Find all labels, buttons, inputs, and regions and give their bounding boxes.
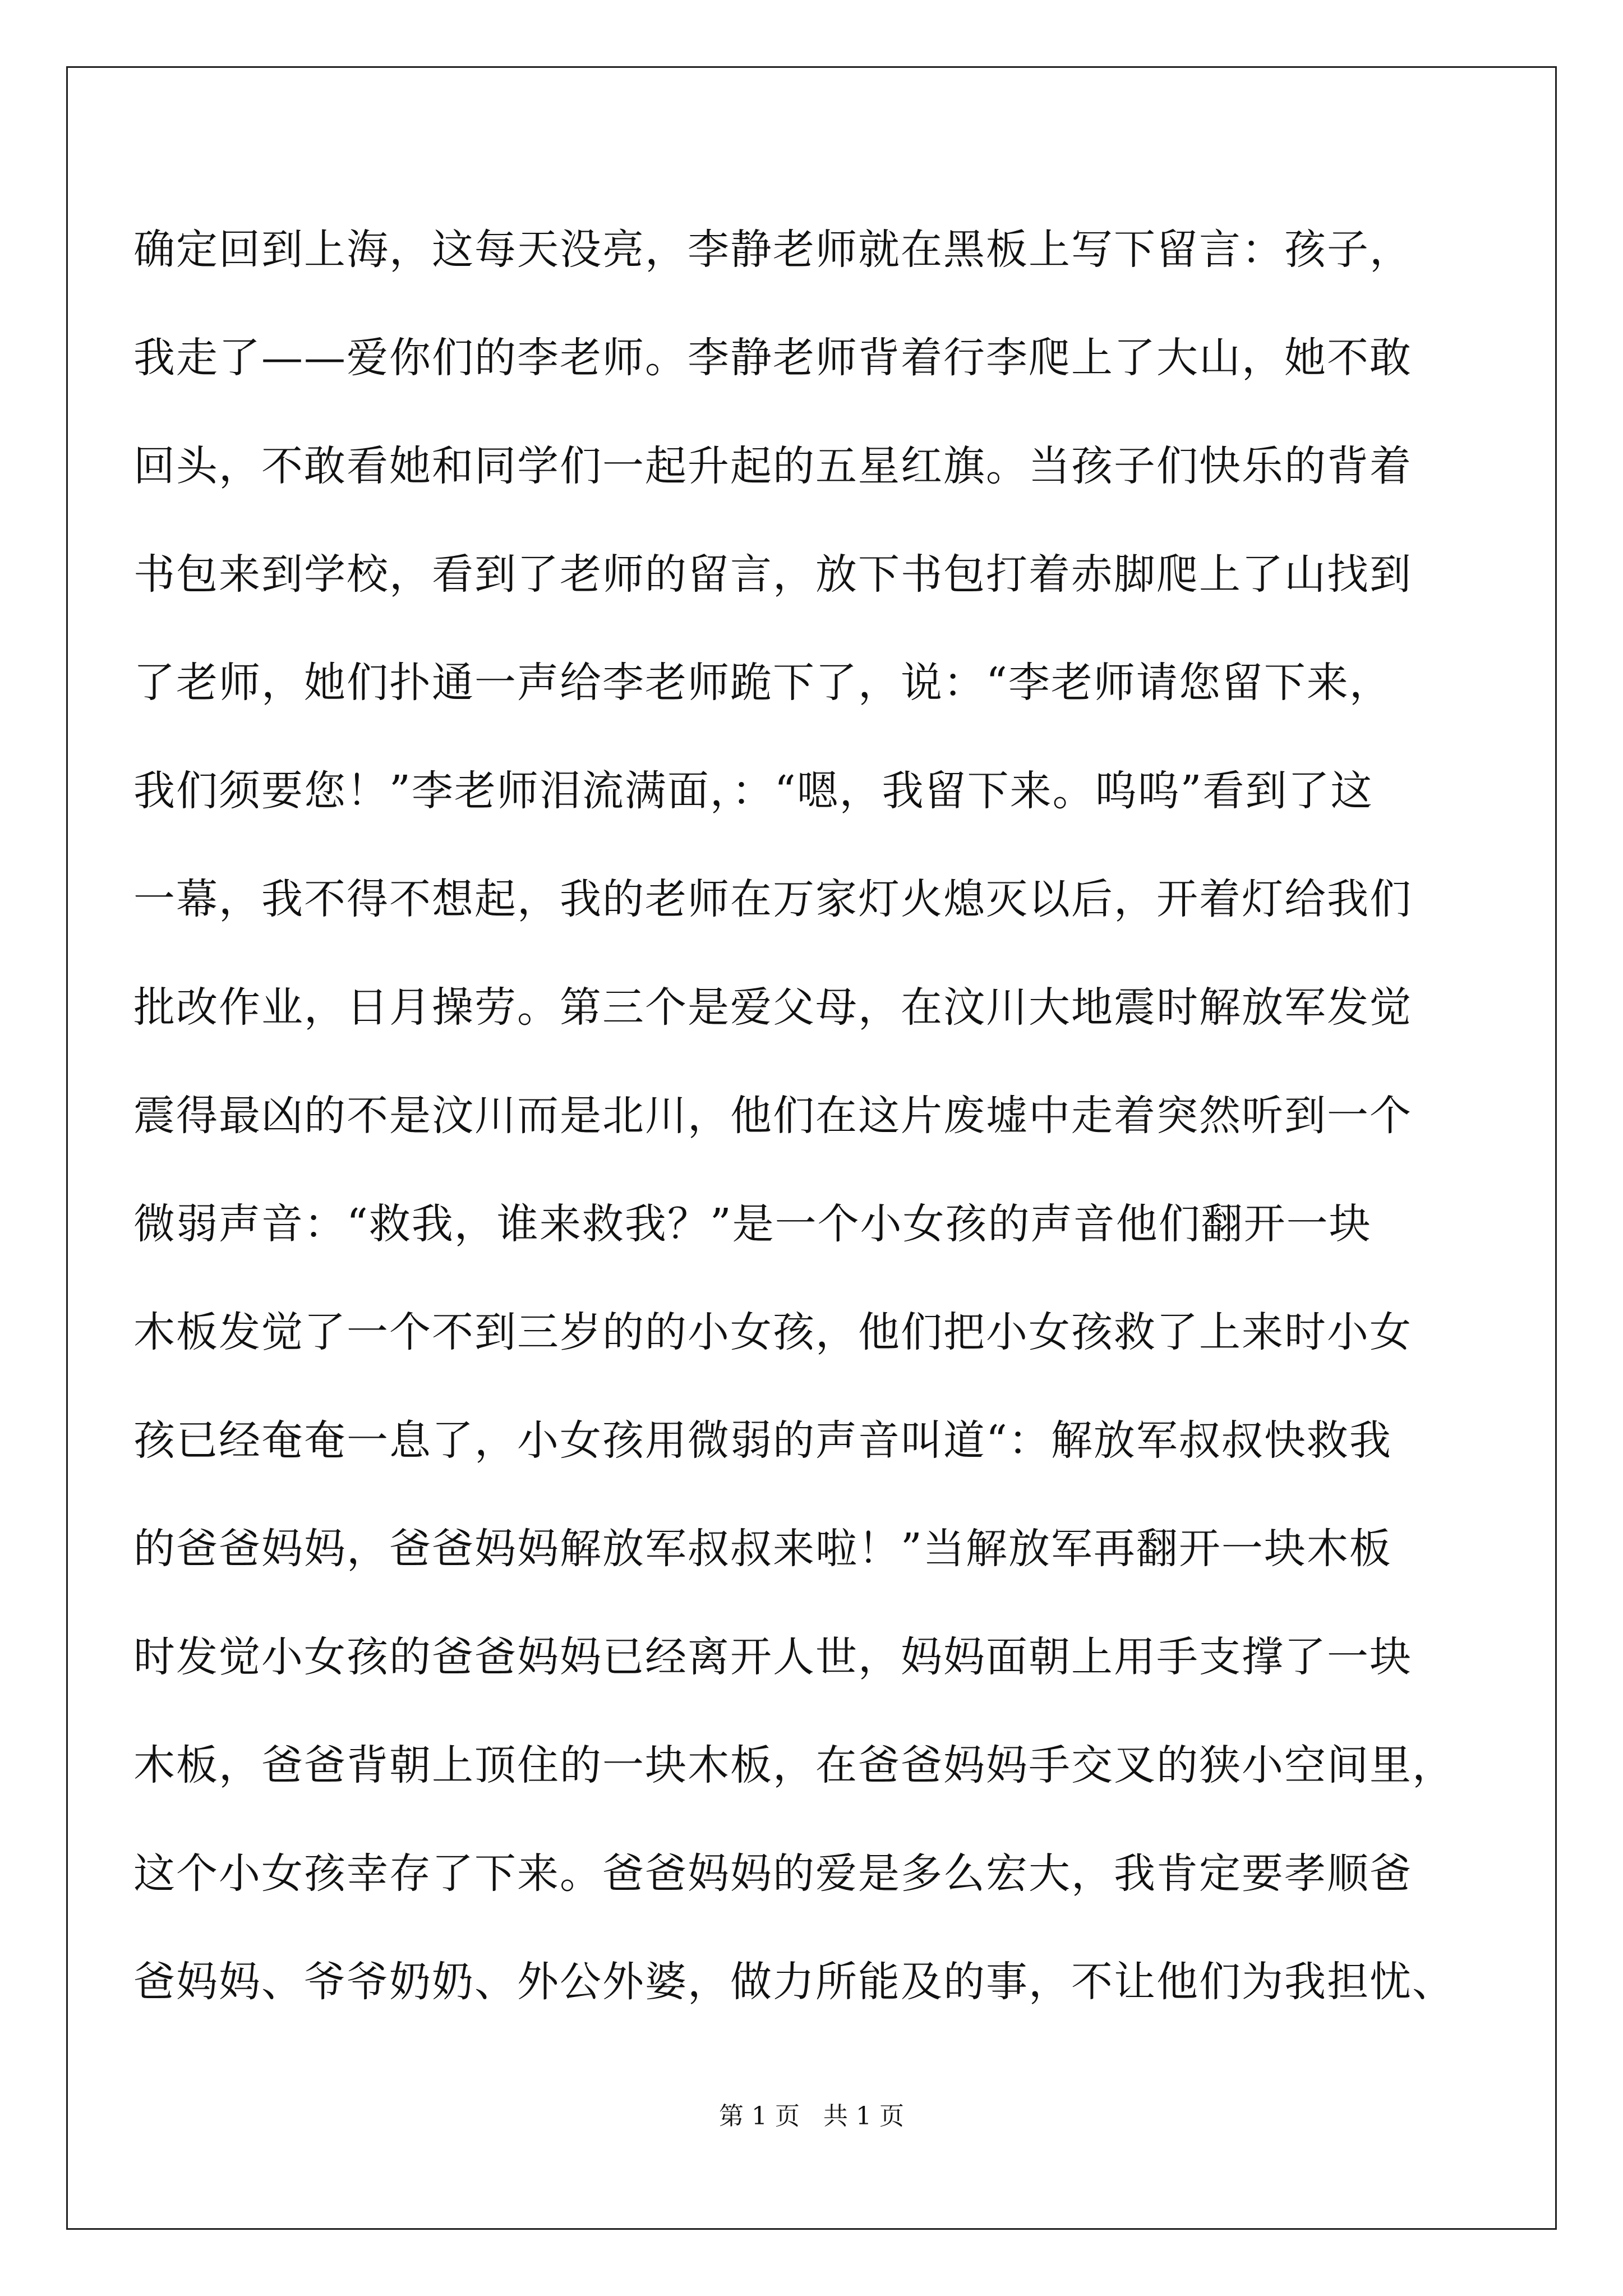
- page-border: [66, 66, 1557, 2230]
- text-line: 了老师，她们扑通一声给李老师跪下了，说：“李老师请您留下来，: [133, 659, 1392, 707]
- text-line: 木板发觉了一个不到三岁的的小女孩，他们把小女孩救了上来时小女: [133, 1308, 1412, 1356]
- text-line: 这个小女孩幸存了下来。爸爸妈妈的爱是多么宏大，我肯定要孝顺爸: [133, 1849, 1412, 1898]
- text-line: 时发觉小女孩的爸爸妈妈已经离开人世，妈妈面朝上用手支撑了一块: [133, 1633, 1412, 1681]
- text-line: 一幕，我不得不想起，我的老师在万家灯火熄灭以后，开着灯给我们: [133, 875, 1412, 923]
- text-line: 我走了——爱你们的李老师。李静老师背着行李爬上了大山，她不敢: [133, 334, 1412, 382]
- text-line: 的爸爸妈妈，爸爸妈妈解放军叔叔来啦！”当解放军再翻开一块木板: [133, 1525, 1392, 1573]
- text-line: 我们须要您！”李老师泪流满面，：“嗯，我留下来。呜呜”看到了这: [133, 767, 1373, 815]
- text-line: 书包来到学校，看到了老师的留言，放下书包打着赤脚爬上了山找到: [133, 550, 1412, 599]
- text-line: 木板，爸爸背朝上顶住的一块木板，在爸爸妈妈手交叉的狭小空间里，: [133, 1741, 1455, 1789]
- page-number-footer: 第 1 页 共 1 页: [719, 2102, 904, 2131]
- text-line: 微弱声音：“救我，谁来救我？”是一个小女孩的声音他们翻开一块: [133, 1200, 1372, 1248]
- text-line: 确定回到上海，这每天没亮，李静老师就在黑板上写下留言：孩子，: [133, 226, 1412, 274]
- text-line: 批改作业，日月操劳。第三个是爱父母，在汶川大地震时解放军发觉: [133, 983, 1412, 1032]
- text-line: 震得最凶的不是汶川而是北川，他们在这片废墟中走着突然听到一个: [133, 1092, 1412, 1140]
- text-line: 孩已经奄奄一息了，小女孩用微弱的声音叫道“：解放军叔叔快救我: [133, 1416, 1392, 1465]
- text-line: 爸妈妈、爷爷奶奶、外公外婆，做力所能及的事，不让他们为我担忧、: [133, 1958, 1455, 2006]
- text-line: 回头，不敢看她和同学们一起升起的五星红旗。当孩子们快乐的背着: [133, 442, 1412, 490]
